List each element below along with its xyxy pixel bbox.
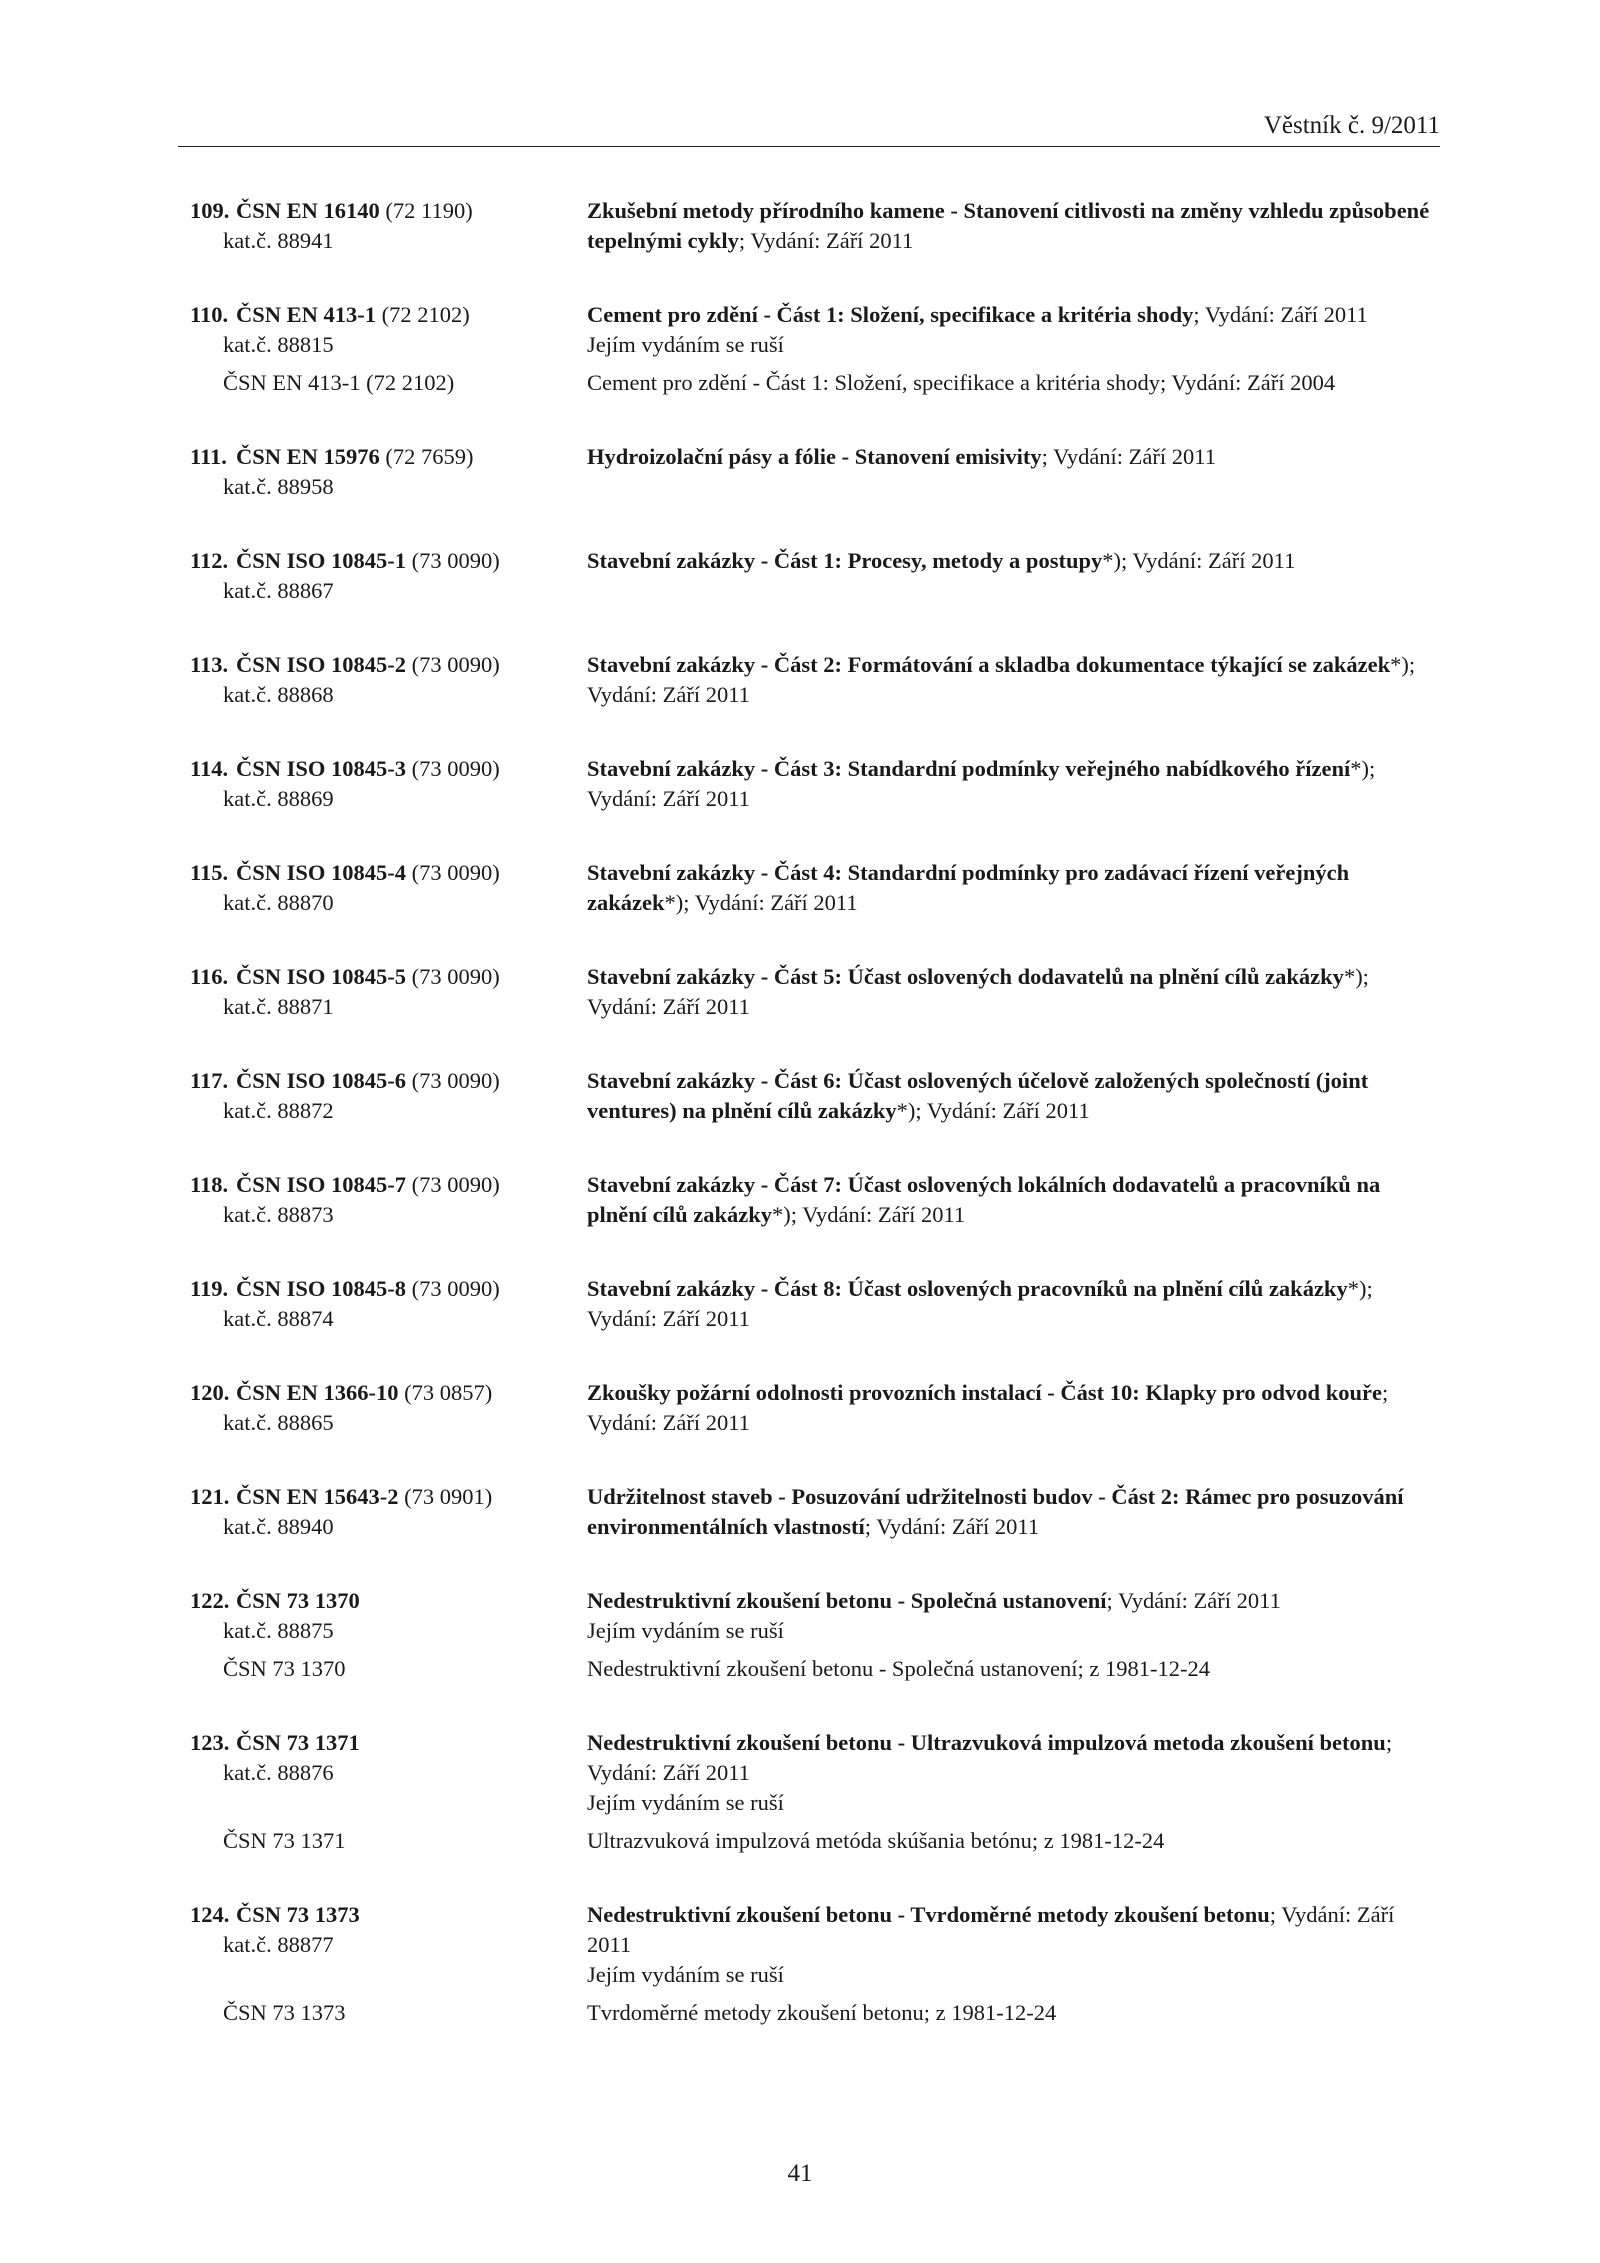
standard-code: ČSN ISO 10845-5	[236, 964, 407, 989]
issue-date: *); Vydání: Září 2011	[1102, 548, 1296, 573]
standard-title: Zkoušky požární odolnosti provozních instalací - Část 10: Klapky pro odvod kouře	[587, 1380, 1382, 1405]
standard-entry	[190, 1170, 1440, 1230]
standard-entry	[190, 858, 1440, 918]
standard-code: ČSN ISO 10845-7	[236, 1172, 407, 1197]
entry-heading	[190, 442, 587, 472]
catalog-number: kat.č. 88940	[223, 1514, 334, 1539]
classification-code: (73 0090)	[406, 1276, 500, 1301]
standard-description	[587, 1586, 1440, 1616]
standard-code: ČSN ISO 10845-2	[236, 652, 407, 677]
standard-title: Stavební zakázky - Část 6: Účast oslovených účelově založených společností (joint ventures) na plnění cílů zakázky	[587, 1068, 1369, 1123]
standard-entry	[190, 442, 1440, 502]
catalog-number: kat.č. 88876	[223, 1760, 334, 1785]
standard-description	[587, 1170, 1440, 1230]
catalog-number: kat.č. 88875	[223, 1618, 334, 1643]
standard-entry	[190, 1066, 1440, 1126]
standard-code: ČSN 73 1371	[236, 1730, 360, 1755]
standard-description	[587, 1274, 1440, 1334]
cancelled-title: Nedestruktivní zkoušení betonu - Společná ustanovení; z 1981-12-24	[587, 1656, 1210, 1681]
issue-date: *); Vydání: Září 2011	[587, 652, 1416, 707]
cancelled-code: ČSN EN 413-1 (72 2102)	[223, 370, 455, 395]
standard-description	[587, 1066, 1440, 1126]
standard-title: Stavební zakázky - Část 2: Formátování a skladba dokumentace týkající se zakázek	[587, 652, 1391, 677]
issue-date: ; Vydání: Září 2011	[1193, 302, 1368, 327]
cancellation-note: Jejím vydáním se ruší	[587, 1962, 784, 1987]
entry-number: 117.	[190, 1068, 229, 1093]
classification-code: (73 0090)	[406, 1172, 500, 1197]
standard-title: Stavební zakázky - Část 5: Účast oslovených dodavatelů na plnění cílů zakázky	[587, 964, 1344, 989]
cancelled-title: Cement pro zdění - Část 1: Složení, specifikace a kritéria shody; Vydání: Září 2004	[587, 370, 1336, 395]
entry-number: 122.	[190, 1588, 230, 1613]
standard-code: ČSN ISO 10845-3	[236, 756, 407, 781]
standard-code: ČSN ISO 10845-6	[236, 1068, 407, 1093]
standard-entry	[190, 1274, 1440, 1334]
standard-code: ČSN ISO 10845-1	[236, 548, 407, 573]
cancellation-note: Jejím vydáním se ruší	[587, 332, 784, 357]
standard-entry	[190, 1728, 1440, 1856]
catalog-number: kat.č. 88871	[223, 994, 334, 1019]
standard-title: Hydroizolační pásy a fólie - Stanovení emisivity	[587, 444, 1042, 469]
entry-heading	[190, 546, 587, 576]
entry-heading	[190, 1170, 587, 1200]
standard-entry	[190, 1378, 1440, 1438]
catalog-number: kat.č. 88958	[223, 474, 334, 499]
entry-number: 119.	[190, 1276, 229, 1301]
entry-number: 111.	[190, 444, 227, 469]
standard-title: Cement pro zdění - Část 1: Složení, specifikace a kritéria shody	[587, 302, 1194, 327]
standard-description	[587, 546, 1440, 576]
cancellation-note: Jejím vydáním se ruší	[587, 1790, 784, 1815]
classification-code: (73 0090)	[406, 548, 500, 573]
catalog-number: kat.č. 88873	[223, 1202, 334, 1227]
standard-entry	[190, 300, 1440, 398]
catalog-number: kat.č. 88865	[223, 1410, 334, 1435]
standard-code: ČSN EN 15643-2	[236, 1484, 399, 1509]
cancelled-code: ČSN 73 1373	[223, 2000, 346, 2025]
standard-title: Zkušební metody přírodního kamene - Stanovení citlivosti na změny vzhledu způsobené tepelnými cykly	[587, 198, 1430, 253]
standards-list	[190, 196, 1440, 2072]
standard-code: ČSN EN 413-1	[236, 302, 377, 327]
standard-description	[587, 1378, 1440, 1438]
entry-number: 123.	[190, 1730, 230, 1755]
classification-code: (73 0857)	[398, 1380, 493, 1405]
entry-heading	[190, 1900, 587, 1930]
standard-code: ČSN EN 15976	[236, 444, 380, 469]
issue-date: ; Vydání: Září 2011	[1106, 1588, 1281, 1613]
page-header	[178, 108, 1440, 147]
page-number: 41	[787, 2160, 813, 2187]
catalog-number: kat.č. 88868	[223, 682, 334, 707]
standard-code: ČSN 73 1370	[236, 1588, 360, 1613]
standard-description	[587, 858, 1440, 918]
issue-date: ; Vydání: Září 2011	[587, 1380, 1389, 1435]
standard-description	[587, 300, 1440, 330]
standard-code: ČSN EN 1366-10	[236, 1380, 399, 1405]
entry-number: 124.	[190, 1902, 230, 1927]
catalog-number: kat.č. 88867	[223, 578, 334, 603]
standard-title: Nedestruktivní zkoušení betonu - Tvrdoměrné metody zkoušení betonu	[587, 1902, 1270, 1927]
issue-date: *); Vydání: Září 2011	[772, 1202, 966, 1227]
standard-description	[587, 1482, 1440, 1542]
entry-heading	[190, 1482, 587, 1512]
cancelled-title: Ultrazvuková impulzová metóda skúšania betónu; z 1981-12-24	[587, 1828, 1165, 1853]
standard-description	[587, 1900, 1440, 1960]
standard-entry	[190, 754, 1440, 814]
cancelled-standard	[190, 368, 1440, 398]
standard-title: Stavební zakázky - Část 3: Standardní podmínky veřejného nabídkového řízení	[587, 756, 1351, 781]
issue-date: *); Vydání: Září 2011	[664, 890, 858, 915]
entry-number: 120.	[190, 1380, 230, 1405]
entry-number: 115.	[190, 860, 229, 885]
entry-number: 112.	[190, 548, 229, 573]
journal-title: Věstník č. 9/2011	[1263, 112, 1440, 139]
classification-code: (73 0901)	[398, 1484, 493, 1509]
standard-title: Stavební zakázky - Část 1: Procesy, metody a postupy	[587, 548, 1103, 573]
entry-heading	[190, 1378, 587, 1408]
entry-heading	[190, 858, 587, 888]
standard-entry	[190, 1586, 1440, 1684]
standard-description	[587, 650, 1440, 710]
entry-heading	[190, 196, 587, 226]
cancellation-note: Jejím vydáním se ruší	[587, 1618, 784, 1643]
issue-date: ; Vydání: Září 2011	[864, 1514, 1040, 1539]
standard-code: ČSN 73 1373	[236, 1902, 360, 1927]
entry-heading	[190, 300, 587, 330]
entry-heading	[190, 754, 587, 784]
standard-title: Stavební zakázky - Část 4: Standardní podmínky pro zadávací řízení veřejných zakázek	[587, 860, 1350, 915]
standard-entry	[190, 196, 1440, 256]
standard-title: Nedestruktivní zkoušení betonu - Společná ustanovení	[587, 1588, 1107, 1613]
issue-date: *); Vydání: Září 2011	[587, 756, 1376, 811]
standard-title: Nedestruktivní zkoušení betonu - Ultrazvuková impulzová metoda zkoušení betonu	[587, 1730, 1386, 1755]
entry-number: 114.	[190, 756, 229, 781]
standard-title: Stavební zakázky - Část 8: Účast oslovených pracovníků na plnění cílů zakázky	[587, 1276, 1348, 1301]
catalog-number: kat.č. 88941	[223, 228, 334, 253]
standard-code: ČSN EN 16140	[236, 198, 380, 223]
issue-date: ; Vydání: Září 2011	[587, 1902, 1395, 1957]
standard-entry	[190, 1900, 1440, 2028]
entry-number: 116.	[190, 964, 229, 989]
classification-code: (73 0090)	[406, 1068, 500, 1093]
classification-code: (73 0090)	[406, 860, 500, 885]
entry-number: 110.	[190, 302, 229, 327]
standard-entry	[190, 1482, 1440, 1542]
classification-code: (72 7659)	[379, 444, 474, 469]
catalog-number: kat.č. 88874	[223, 1306, 334, 1331]
standard-code: ČSN ISO 10845-4	[236, 860, 407, 885]
standard-title: Stavební zakázky - Část 7: Účast oslovených lokálních dodavatelů a pracovníků na plnění cílů zakázky	[587, 1172, 1381, 1227]
entry-heading	[190, 1274, 587, 1304]
classification-code: (73 0090)	[406, 756, 500, 781]
entry-heading	[190, 1728, 587, 1758]
standard-description	[587, 1728, 1440, 1788]
catalog-number: kat.č. 88869	[223, 786, 334, 811]
issue-date: *); Vydání: Září 2011	[587, 1276, 1373, 1331]
standard-title: Udržitelnost staveb - Posuzování udržitelnosti budov - Část 2: Rámec pro posuzování environmentálních vlastností	[587, 1484, 1404, 1539]
standard-entry	[190, 650, 1440, 710]
entry-heading	[190, 650, 587, 680]
cancelled-code: ČSN 73 1371	[223, 1828, 346, 1853]
issue-date: ; Vydání: Září 2011	[738, 228, 914, 253]
standard-description	[587, 196, 1440, 256]
cancelled-code: ČSN 73 1370	[223, 1656, 346, 1681]
standard-description	[587, 962, 1440, 1022]
issue-date: *); Vydání: Září 2011	[896, 1098, 1090, 1123]
issue-date: ; Vydání: Září 2011	[587, 1730, 1393, 1785]
entry-number: 118.	[190, 1172, 229, 1197]
catalog-number: kat.č. 88872	[223, 1098, 334, 1123]
entry-number: 121.	[190, 1484, 230, 1509]
cancelled-standard	[190, 1654, 1440, 1684]
classification-code: (72 1190)	[379, 198, 473, 223]
catalog-number: kat.č. 88870	[223, 890, 334, 915]
entry-heading	[190, 962, 587, 992]
standard-code: ČSN ISO 10845-8	[236, 1276, 407, 1301]
entry-number: 113.	[190, 652, 229, 677]
entry-heading	[190, 1586, 587, 1616]
cancelled-standard	[190, 1998, 1440, 2028]
classification-code: (72 2102)	[376, 302, 470, 327]
entry-heading	[190, 1066, 587, 1096]
entry-number: 109.	[190, 198, 230, 223]
issue-date: ; Vydání: Září 2011	[1041, 444, 1216, 469]
cancelled-standard	[190, 1826, 1440, 1856]
standard-description	[587, 442, 1440, 472]
standard-entry	[190, 962, 1440, 1022]
catalog-number: kat.č. 88877	[223, 1932, 334, 1957]
classification-code: (73 0090)	[406, 964, 500, 989]
standard-description	[587, 754, 1440, 814]
issue-date: *); Vydání: Září 2011	[587, 964, 1369, 1019]
catalog-number: kat.č. 88815	[223, 332, 334, 357]
standard-entry	[190, 546, 1440, 606]
cancelled-title: Tvrdoměrné metody zkoušení betonu; z 1981-12-24	[587, 2000, 1057, 2025]
classification-code: (73 0090)	[406, 652, 500, 677]
